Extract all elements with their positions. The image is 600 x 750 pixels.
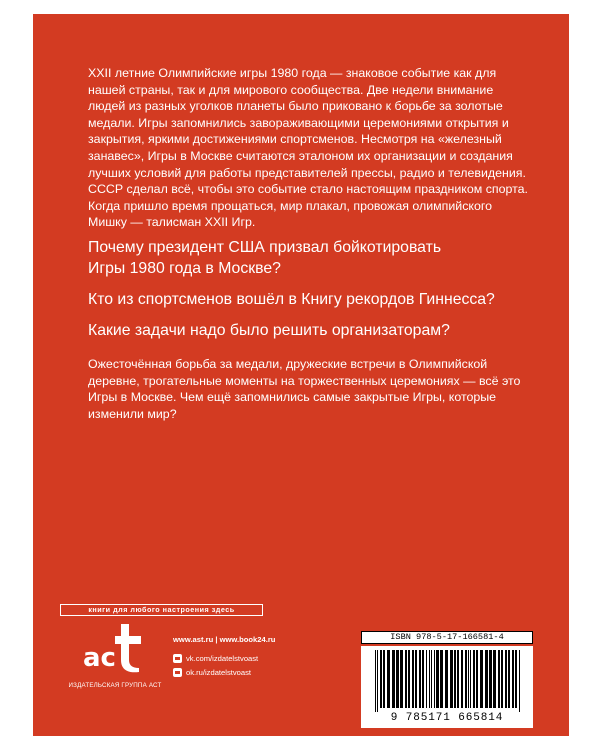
barcode-bar (429, 650, 430, 708)
barcode-bar (431, 650, 432, 708)
social-ok-text: ok.ru/izdatelstvoast (186, 668, 251, 677)
question-1: Почему президент США призвал бойкотировать Игры 1980 года в Москве? (88, 239, 442, 277)
ok-icon (173, 668, 182, 677)
slogan-banner: книги для любого настроения здесь (60, 604, 263, 616)
barcode-bar (426, 650, 427, 708)
barcode-bar (450, 650, 453, 708)
barcode-bar (405, 650, 407, 708)
barcode-bar (465, 650, 467, 708)
barcode-bar (440, 650, 443, 708)
barcode-bar (473, 650, 475, 708)
barcode-bar (400, 650, 403, 708)
ast-logo-icon (81, 622, 147, 674)
barcode-digits: 9 785171 665814 (390, 712, 504, 724)
question-3: Какие задачи надо было решить организаторам? (88, 322, 450, 339)
question-2: Кто из спортсменов вошёл в Книгу рекордов Гиннесса? (88, 291, 495, 308)
isbn-label: ISBN 978-5-17-166581-4 (361, 631, 533, 644)
barcode-bar (457, 650, 459, 708)
barcode-bar (515, 650, 517, 708)
social-vk[interactable] (173, 654, 258, 663)
logo-lettering: ac (83, 643, 116, 673)
barcode-bar (519, 650, 520, 712)
social-ok[interactable] (173, 668, 251, 677)
barcode-bar (408, 650, 410, 708)
websites-link[interactable]: www.ast.ru | www.book24.ru (173, 635, 276, 644)
barcode-bar (512, 650, 514, 708)
barcode-bar (383, 650, 385, 708)
barcode-bar (461, 650, 463, 708)
barcode-bar (419, 650, 421, 708)
barcode-bars (375, 650, 521, 712)
back-cover (33, 14, 569, 736)
barcode-bar (470, 650, 471, 708)
barcode-bar (498, 650, 500, 708)
barcode-bar (493, 650, 496, 708)
barcode-bar (485, 650, 488, 708)
barcode-bar (480, 650, 483, 708)
barcode-bar (468, 650, 469, 708)
barcode-bar (436, 650, 439, 708)
barcode-bar (422, 650, 424, 708)
publisher-name: ИЗДАТЕЛЬСКАЯ ГРУППА АСТ (68, 682, 162, 689)
barcode-bar (476, 650, 478, 708)
barcode-bar (415, 650, 417, 708)
barcode-bar (454, 650, 456, 708)
barcode-bar (505, 650, 507, 708)
barcode-bar (377, 650, 378, 712)
barcode-bar (396, 650, 399, 708)
barcode-bar (489, 650, 492, 708)
social-vk-text: vk.com/izdatelstvoast (186, 654, 259, 663)
vk-icon (173, 654, 182, 663)
barcode-bar (501, 650, 503, 708)
barcode-bar (412, 650, 414, 708)
barcode-bar (508, 650, 510, 708)
intro-paragraph: XXII летние Олимпийские игры 1980 года — знаковое событие как для нашей страны, так и для мирового сообщества. Две недели внимание людей из разных уголков планеты было приковано к борьбе за золотые медали. Игры запомнились завораживающими церемониями открытия и закрытия, яркими достижениями спортсменов. Несмотря на «железный занавес», Игры в Москве считаются эталоном их организации и создания лучших условий для работы представителей прессы, радио и телевидения. СССР сделал всё, чтобы это событие стало настоящим праздником спорта. Когда пришло время прощаться, мир плакал, провожая олимпийского Мишку — талисман XXII Игр. (88, 66, 528, 230)
outro-paragraph: Ожесточённая борьба за медали, дружеские встречи в Олимпийской деревне, трогательные моменты на торжественных церемониях — всё это Игры в Москве. Чем ещё запомнились самые закрытые Игры, которые изменили мир? (88, 357, 521, 421)
barcode-bar (445, 650, 448, 708)
barcode-bar (380, 650, 382, 708)
barcode (361, 646, 533, 728)
barcode-bar (392, 650, 395, 708)
barcode-bar (434, 650, 435, 708)
barcode-bar (387, 650, 390, 708)
barcode-bar (375, 650, 376, 712)
